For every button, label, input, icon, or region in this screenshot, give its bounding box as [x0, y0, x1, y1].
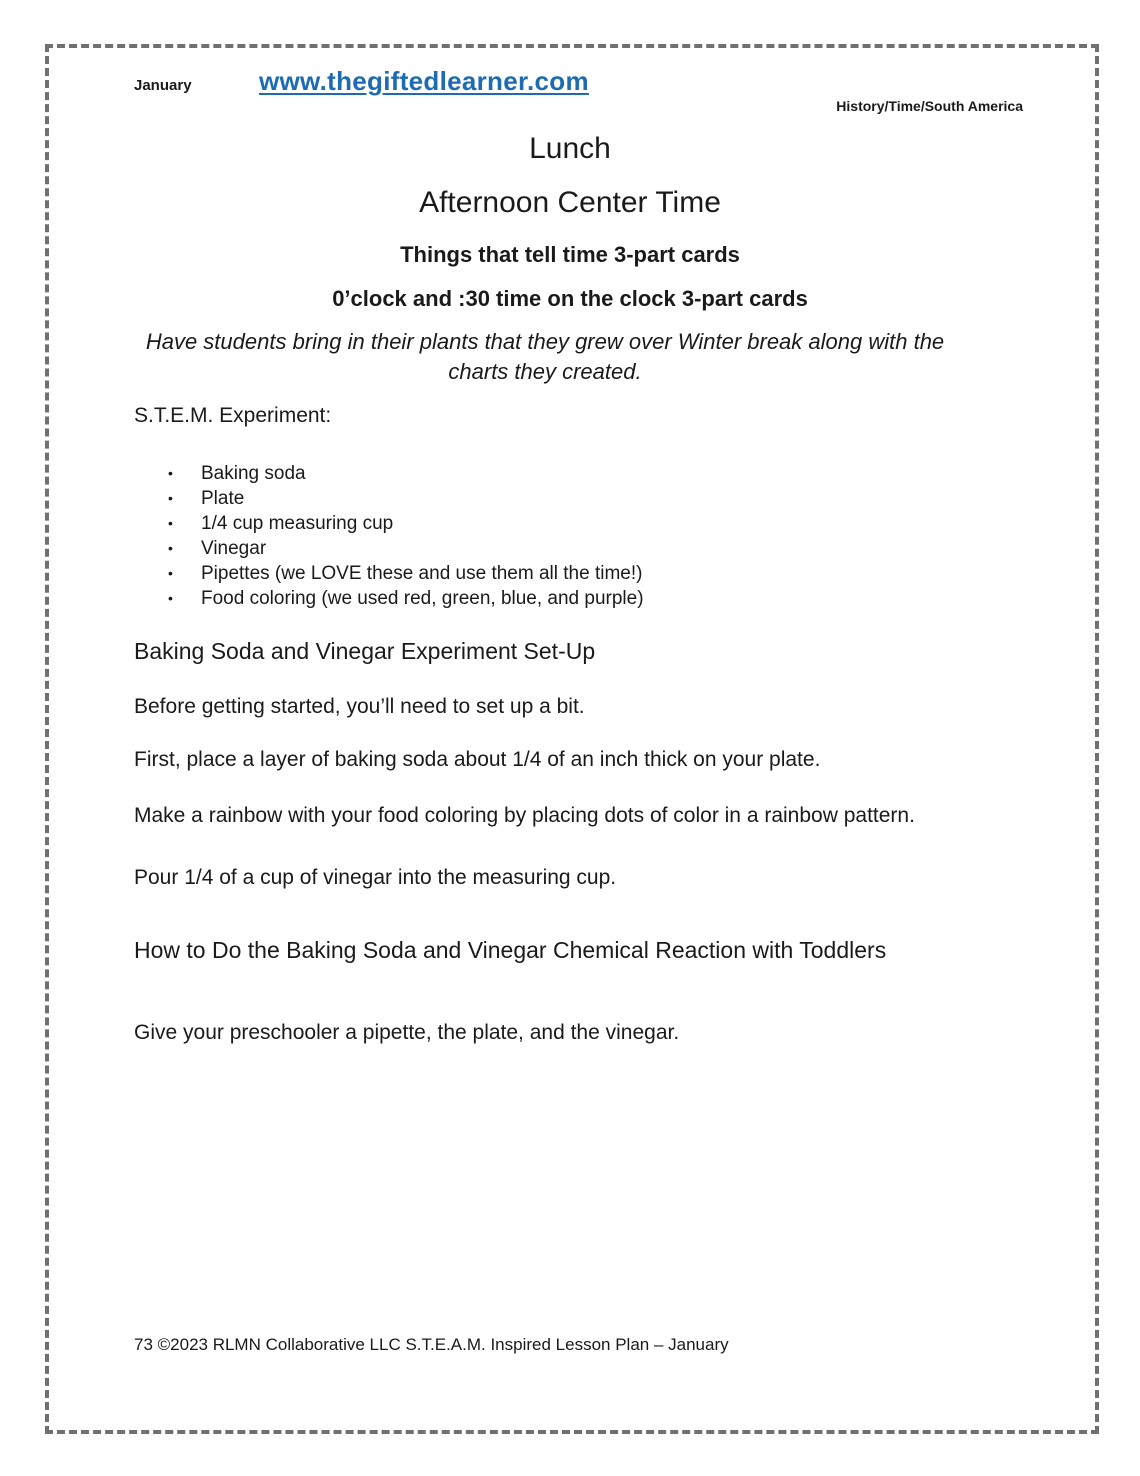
time-cards-heading: Things that tell time 3-part cards	[400, 242, 740, 267]
list-item: • Plate	[168, 488, 245, 509]
howto-paragraph: Give your preschooler a pipette, the plate, and the vinegar.	[134, 1021, 680, 1044]
howto-heading: How to Do the Baking Soda and Vinegar Chemical Reaction with Toddlers	[134, 937, 887, 963]
clock-cards-heading: 0’clock and :30 time on the clock 3-part cards	[332, 286, 808, 311]
bullet-icon: •	[168, 515, 173, 531]
website-link[interactable]: www.thegiftedlearner.com	[259, 66, 589, 96]
lunch-heading: Lunch	[529, 132, 611, 165]
bullet-icon: •	[168, 540, 173, 556]
setup-paragraph: First, place a layer of baking soda about 1/4 of an inch thick on your plate.	[134, 748, 821, 771]
setup-paragraph: Pour 1/4 of a cup of vinegar into the measuring cup.	[134, 866, 617, 889]
list-item: • Baking soda	[168, 463, 306, 484]
list-item: • Pipettes (we LOVE these and use them all the time!)	[168, 563, 643, 584]
page-footer: 73 ©2023 RLMN Collaborative LLC S.T.E.A.M. Inspired Lesson Plan – January	[134, 1335, 729, 1354]
plants-note: Have students bring in their plants that they grew over Winter break along with the charts they created.	[145, 329, 945, 384]
bullet-icon: •	[168, 565, 173, 581]
bullet-icon: •	[168, 490, 173, 506]
subject-label: History/Time/South America	[836, 98, 1023, 114]
stem-heading: S.T.E.M. Experiment:	[134, 404, 332, 427]
setup-heading: Baking Soda and Vinegar Experiment Set-Up	[134, 638, 596, 664]
setup-paragraph: Make a rainbow with your food coloring by placing dots of color in a rainbow pattern.	[134, 804, 915, 827]
bullet-icon: •	[168, 590, 173, 606]
list-item: • Vinegar	[168, 538, 267, 559]
list-item: • 1/4 cup measuring cup	[168, 513, 394, 534]
supply-list	[134, 461, 644, 611]
list-item: • Food coloring (we used red, green, blue, and purple)	[168, 588, 644, 609]
setup-paragraph: Before getting started, you’ll need to set up a bit.	[134, 695, 585, 718]
afternoon-center-heading: Afternoon Center Time	[419, 186, 721, 219]
bullet-icon: •	[168, 465, 173, 481]
month-label: January	[134, 77, 192, 94]
